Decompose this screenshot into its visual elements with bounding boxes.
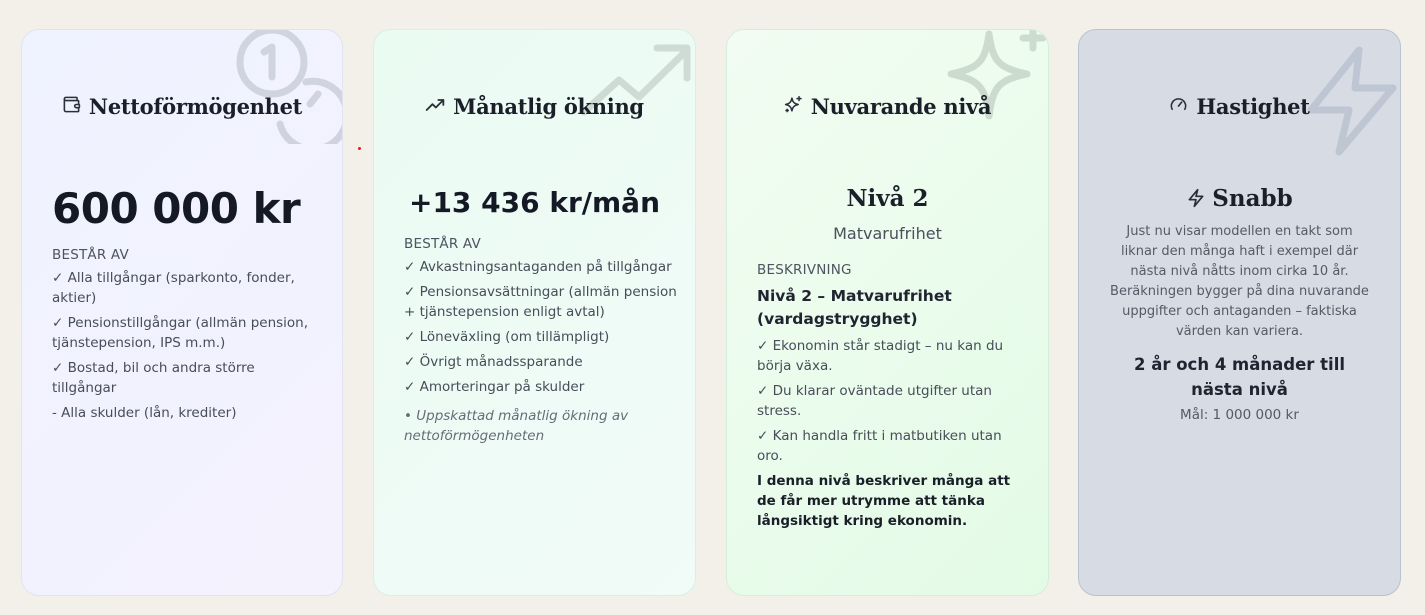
networth-value: 600 000 kr [52, 184, 301, 233]
monthly-title: Månatlig ökning [374, 92, 695, 119]
speed-card [1078, 29, 1401, 596]
level-heading: Nivå 2 – Matvarufrihet (vardagstrygghet) [757, 287, 952, 328]
list-item: ✓ Pensionstillgångar (allmän pension, tjänstepension, IPS m.m.) [52, 315, 309, 351]
level-description [757, 262, 1027, 531]
sparkles-icon [784, 95, 803, 114]
sparkles-icon [937, 29, 1049, 137]
networth-card [21, 29, 343, 596]
list-item: ✓ Alla tillgångar (sparkonto, fonder, aktier) [52, 270, 295, 306]
list-item: - Alla skulder (lån, krediter) [52, 405, 237, 421]
monthly-note: • Uppskattad månatlig ökning av nettoförmögenheten [404, 408, 629, 444]
list-item: ✓ Amorteringar på skulder [404, 379, 585, 395]
trending-up-icon [425, 97, 445, 113]
coins-icon [234, 29, 343, 144]
level-value: Nivå 2 [846, 185, 929, 212]
list-item: ✓ Löneväxling (om tillämpligt) [404, 329, 610, 345]
list-item: ✓ Pensionsavsättningar (allmän pension + tjänstepension enligt avtal) [404, 284, 677, 320]
speed-value: Snabb [1079, 185, 1400, 212]
level-summary: I denna nivå beskriver många att de får mer utrymme att tänka långsiktigt kring ekonomin. [757, 473, 1011, 529]
description-label: BESKRIVNING [757, 262, 852, 278]
cursor-marker [358, 147, 361, 150]
list-item: ✓ Ekonomin står stadigt – nu kan du börja växa. [757, 338, 1004, 374]
consists-label: BESTÅR AV [404, 236, 481, 252]
level-name: Matvarufrihet [833, 224, 942, 243]
wallet-icon [62, 95, 81, 114]
gauge-icon [1169, 95, 1188, 114]
list-item: ✓ Du klarar oväntade utgifter utan stress. [757, 383, 992, 419]
monthly-breakdown [404, 236, 679, 446]
networth-breakdown [52, 247, 322, 423]
lightning-icon [1186, 187, 1206, 209]
networth-title: Nettoförmögenhet [22, 92, 342, 119]
list-item: ✓ Avkastningsantaganden på tillgångar [404, 259, 672, 275]
list-item: ✓ Bostad, bil och andra större tillgångar [52, 360, 255, 396]
list-item: ✓ Övrigt månadssparande [404, 354, 583, 370]
level-title: Nuvarande nivå [727, 92, 1048, 119]
list-item: ✓ Kan handla fritt i matbutiken utan oro. [757, 428, 1002, 464]
current-level-card [726, 29, 1049, 596]
monthly-increase-card [373, 29, 696, 596]
monthly-value: +13 436 kr/mån [408, 186, 661, 219]
consists-label: BESTÅR AV [52, 247, 129, 263]
goal-value: Mål: 1 000 000 kr [1180, 407, 1299, 423]
speed-description: Just nu visar modellen en takt som liknar den många haft i exempel där nästa nivå nåtts inom cirka 10 år. Beräkningen bygger på dina nuvarande uppgifter och antaganden – faktiska värden kan variera. [1110, 224, 1369, 339]
time-to-next-level: 2 år och 4 månader till nästa nivå [1133, 355, 1346, 399]
speed-title: Hastighet [1079, 92, 1400, 119]
